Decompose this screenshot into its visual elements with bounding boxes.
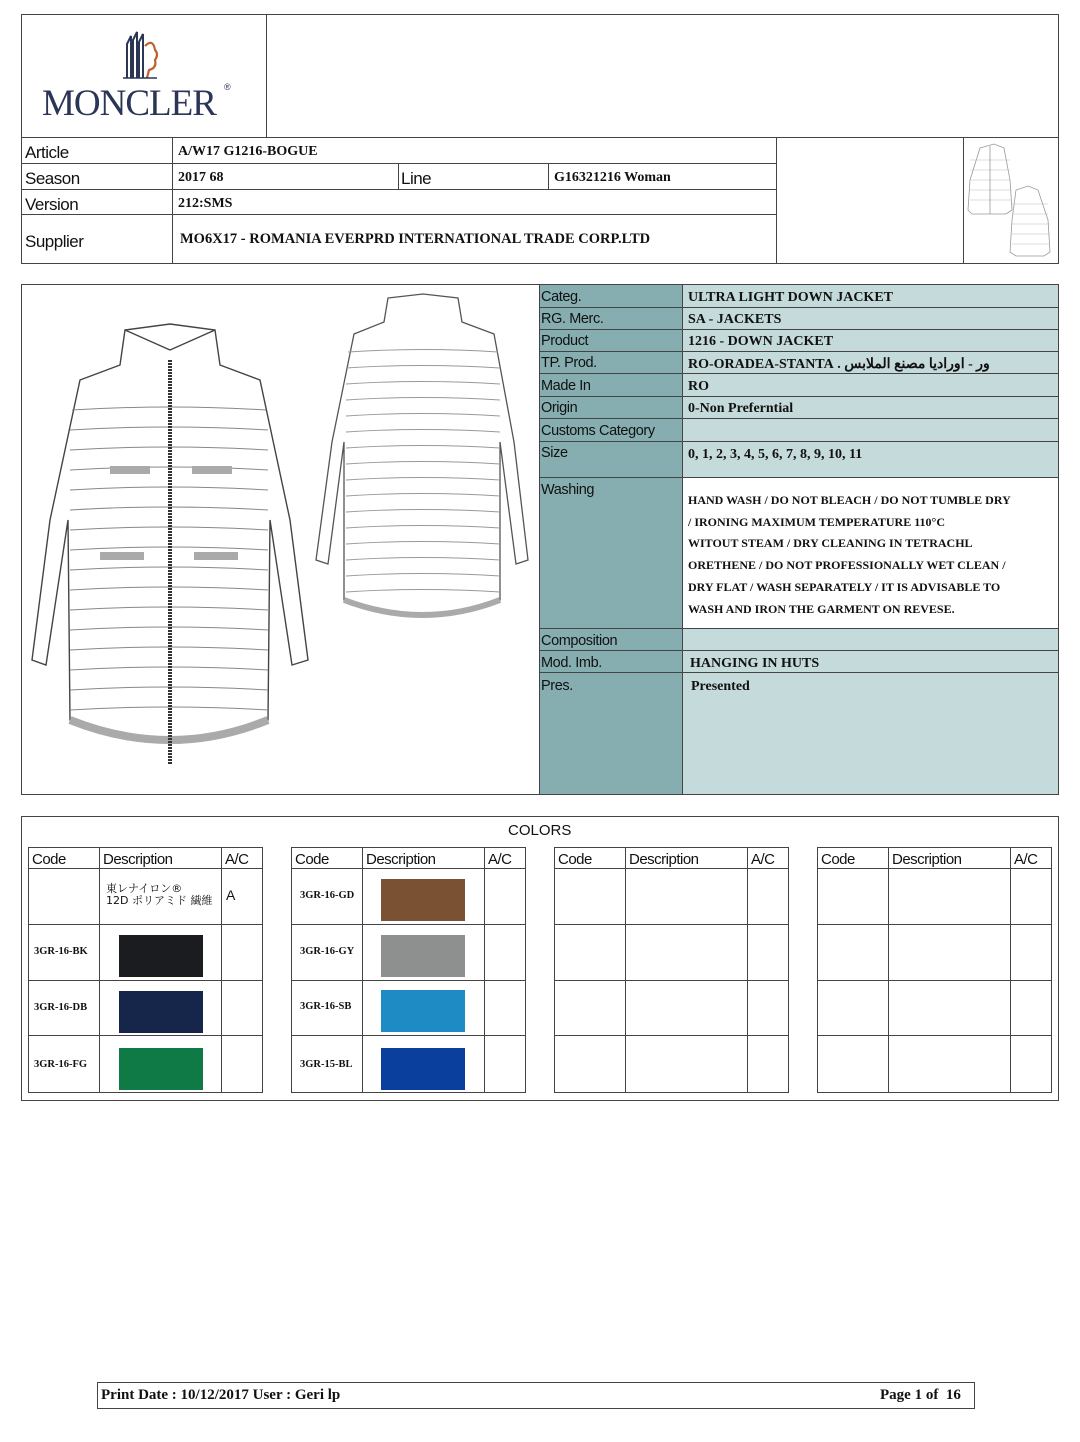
col-header-code: Code <box>295 851 329 868</box>
col-header-code: Code <box>32 851 66 868</box>
color-swatch-sb <box>381 990 465 1032</box>
color-swatch-bl <box>381 1048 465 1090</box>
brand-logo: MONCLER ® <box>40 30 250 125</box>
spec-value-categ: ULTRA LIGHT DOWN JACKET <box>688 290 893 305</box>
col-header-ac: A/C <box>488 851 512 868</box>
col-header-description: Description <box>629 851 699 868</box>
print-info: Print Date : 10/12/2017 User : Geri lp <box>101 1387 341 1403</box>
spec-label-washing: Washing <box>541 482 595 498</box>
color-swatch-bk <box>119 935 203 977</box>
moncler-rooster-icon <box>121 30 161 82</box>
color-swatch-gd <box>381 879 465 921</box>
color-code: 3GR-16-DB <box>34 1002 88 1013</box>
spec-label-composition: Composition <box>541 633 618 649</box>
color-code: 3GR-16-SB <box>300 1001 352 1012</box>
garment-thumbnail <box>966 140 1056 260</box>
spec-value-tp-prod: ور - اوراديا مصنع الملابس . RO-ORADEA-STANTA <box>688 357 990 372</box>
spec-value-pres: Presented <box>691 679 750 694</box>
col-header-ac: A/C <box>225 851 249 868</box>
washing-line: HAND WASH / DO NOT BLEACH / DO NOT TUMBLE DRY <box>688 493 1011 507</box>
color-swatch-fg <box>119 1048 203 1090</box>
col-header-ac: A/C <box>1014 851 1038 868</box>
col-header-description: Description <box>892 851 962 868</box>
spec-value-mod-imb: HANGING IN HUTS <box>690 656 820 671</box>
color-code: 3GR-15-BL <box>300 1059 353 1070</box>
spec-label-origin: Origin <box>541 400 578 416</box>
color-table-4 <box>817 847 1052 1093</box>
spec-value-made-in: RO <box>688 379 709 394</box>
version-label: Version <box>25 195 79 214</box>
spec-label-customs: Customs Category <box>541 423 655 439</box>
spec-label-product: Product <box>541 333 589 349</box>
spec-value-origin: 0-Non Preferntial <box>688 401 794 416</box>
color-table-3 <box>554 847 789 1093</box>
color-swatch-db <box>119 991 203 1033</box>
color-swatch-gy <box>381 935 465 977</box>
material-description: 東レナイロン® 12D ポリアミド 繊維 <box>106 882 213 907</box>
garment-sketch-back <box>314 292 532 637</box>
season-value: 2017 68 <box>178 170 224 185</box>
washing-line: ORETHENE / DO NOT PROFESSIONALLY WET CLEAN / <box>688 558 1006 573</box>
spec-label-made-in: Made In <box>541 378 591 394</box>
garment-sketch-front <box>30 320 310 770</box>
spec-label-size: Size <box>541 445 568 461</box>
spec-label-rg-merc: RG. Merc. <box>541 311 604 327</box>
col-header-code: Code <box>558 851 592 868</box>
spec-label-pres: Pres. <box>541 678 573 694</box>
spec-value-rg-merc: SA - JACKETS <box>688 312 782 327</box>
season-label: Season <box>25 169 80 188</box>
brand-wordmark: MONCLER <box>42 83 216 124</box>
washing-line: / IRONING MAXIMUM TEMPERATURE 110°C <box>688 514 946 529</box>
spec-label-tp-prod: TP. Prod. <box>541 355 597 371</box>
color-code: 3GR-16-FG <box>34 1059 88 1070</box>
col-header-description: Description <box>366 851 436 868</box>
spec-value-size: 0, 1, 2, 3, 4, 5, 6, 7, 8, 9, 10, 11 <box>688 447 863 462</box>
spec-label-categ: Categ. <box>541 289 582 305</box>
spec-label-mod-imb: Mod. Imb. <box>541 655 602 671</box>
washing-line: WASH AND IRON THE GARMENT ON REVESE. <box>688 601 955 616</box>
colors-title: COLORS <box>508 822 572 839</box>
material-ac: A <box>226 887 236 903</box>
washing-line: WITOUT STEAM / DRY CLEANING IN TETRACHL <box>688 536 973 551</box>
col-header-ac: A/C <box>751 851 775 868</box>
line-value: G16321216 Woman <box>554 170 671 185</box>
color-code: 3GR-16-GY <box>300 946 355 957</box>
col-header-description: Description <box>103 851 173 868</box>
color-code: 3GR-16-GD <box>300 890 355 901</box>
washing-instructions <box>688 490 1050 620</box>
article-label: Article <box>25 143 69 162</box>
washing-line: DRY FLAT / WASH SEPARATELY / IT IS ADVISABLE TO <box>688 579 1001 594</box>
col-header-code: Code <box>821 851 855 868</box>
line-label: Line <box>401 169 432 188</box>
supplier-value: MO6X17 - ROMANIA EVERPRD INTERNATIONAL TRADE CORP.LTD <box>180 231 651 247</box>
spec-value-product: 1216 - DOWN JACKET <box>688 334 834 349</box>
color-code: 3GR-16-BK <box>34 946 88 957</box>
article-value: A/W17 G1216-BOGUE <box>178 144 318 159</box>
supplier-label: Supplier <box>25 232 84 251</box>
version-value: 212:SMS <box>178 196 233 211</box>
page-info: Page 1 of 16 <box>880 1387 961 1403</box>
